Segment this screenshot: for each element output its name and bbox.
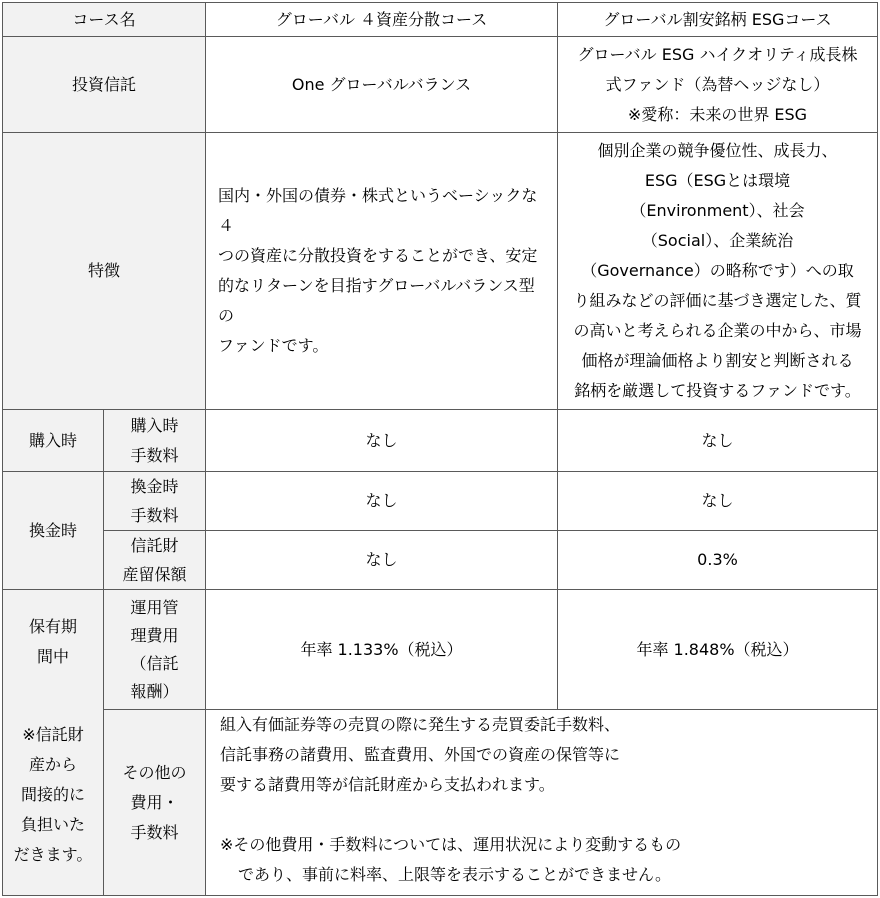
other-fees-line: 要する諸費用等が信託財産から支払われます。 xyxy=(220,775,555,794)
features-label: 特徴 xyxy=(3,133,206,410)
features-line: （Governance）の略称です）への取 xyxy=(581,261,854,280)
label-line: 手数料 xyxy=(130,506,179,525)
features-line: 個別企業の競争優位性、成長力、 xyxy=(597,141,838,160)
label-line: 理費用 xyxy=(130,625,179,645)
fund-name-col1: One グローバルバランス xyxy=(206,37,558,133)
fund-label: 投資信託 xyxy=(3,37,206,133)
label-line: 手数料 xyxy=(130,822,179,842)
features-line: 価格が理論価格より割安と判断される xyxy=(581,351,854,370)
other-fees-line: 信託事務の諸費用、監査費用、外国での資産の保管等に xyxy=(220,745,621,764)
features-line: （Social）、企業統治 xyxy=(641,231,794,250)
purchase-fee-col2: なし xyxy=(558,410,878,472)
fund-nickname: ※愛称：未来の世界 ESG xyxy=(627,104,808,124)
holding-note-line: 産から xyxy=(28,755,77,774)
header-global-4-asset-course: グローバル ４資産分散コース xyxy=(206,3,558,37)
features-line: 国内・外国の債券・株式というベーシックな４ xyxy=(218,186,538,235)
label-line: 費用・ xyxy=(130,792,179,812)
label-line: 購入時 xyxy=(130,415,179,435)
features-line: の高いと考えられる企業の中から、市場 xyxy=(573,321,862,340)
label-line: 信託財 xyxy=(130,536,179,555)
other-fees-label xyxy=(104,710,206,896)
reserve-col2: 0.3% xyxy=(558,531,878,590)
label-line: 報酬） xyxy=(130,681,179,701)
holding-label xyxy=(3,590,104,896)
label-line: 間中 xyxy=(36,647,69,666)
purchase-fee-label xyxy=(104,410,206,472)
label-line: 保有期 xyxy=(28,617,77,636)
features-line: 銘柄を厳選して投資するファンドです。 xyxy=(574,381,861,400)
features-line: つの資産に分散投資をすることができ、安定 xyxy=(218,246,538,265)
features-line: り組みなどの評価に基づき選定した、質 xyxy=(573,291,862,310)
fund-name-line: 式ファンド（為替ヘッジなし） xyxy=(605,74,830,94)
holding-note-line: 負担いた xyxy=(20,815,85,834)
label-line: その他の xyxy=(122,762,187,782)
management-fee-label xyxy=(104,590,206,710)
purchase-fee-col1: なし xyxy=(206,410,558,472)
features-line: （Environment）、社会 xyxy=(630,201,805,220)
features-col1 xyxy=(206,133,558,410)
label-line: （信託 xyxy=(130,653,179,673)
fund-name-col2 xyxy=(558,37,878,133)
features-col2 xyxy=(558,133,878,410)
fund-comparison-table xyxy=(2,2,878,896)
purchase-label: 購入時 xyxy=(3,410,104,472)
holding-note-line: だきます。 xyxy=(13,845,93,864)
features-line: ESG（ESGとは環境 xyxy=(644,171,791,190)
redemption-label: 換金時 xyxy=(3,472,104,590)
reserve-col1: なし xyxy=(206,531,558,590)
label-line: 産留保額 xyxy=(122,565,187,584)
fund-name-line: グローバル ESG ハイクオリティ成長株 xyxy=(577,44,858,64)
redemption-fee-label xyxy=(104,472,206,531)
holding-note-line: ※信託財 xyxy=(22,725,84,744)
header-course-name: コース名 xyxy=(3,3,206,37)
management-fee-col1: 年率 1.133%（税込） xyxy=(206,590,558,710)
holding-note-line: 間接的に xyxy=(20,785,85,804)
other-fees-note-line: ※その他費用・手数料については、運用状況により変動するもの xyxy=(220,835,682,854)
reserve-label xyxy=(104,531,206,590)
other-fees-line: 組入有価証券等の売買の際に発生する売買委託手数料、 xyxy=(220,715,621,734)
redemption-fee-col2: なし xyxy=(558,472,878,531)
header-global-esg-course: グローバル割安銘柄 ESGコース xyxy=(558,3,878,37)
label-line: 手数料 xyxy=(130,445,179,465)
redemption-fee-col1: なし xyxy=(206,472,558,531)
label-line: 運用管 xyxy=(130,597,179,617)
features-line: 的なリターンを目指すグローバルバランス型の xyxy=(218,276,535,325)
label-line: 換金時 xyxy=(130,477,179,496)
other-fees-text xyxy=(206,710,878,896)
features-line: ファンドです。 xyxy=(218,336,329,355)
management-fee-col2: 年率 1.848%（税込） xyxy=(558,590,878,710)
other-fees-note-line: であり、事前に料率、上限等を表示することができません。 xyxy=(238,865,671,884)
